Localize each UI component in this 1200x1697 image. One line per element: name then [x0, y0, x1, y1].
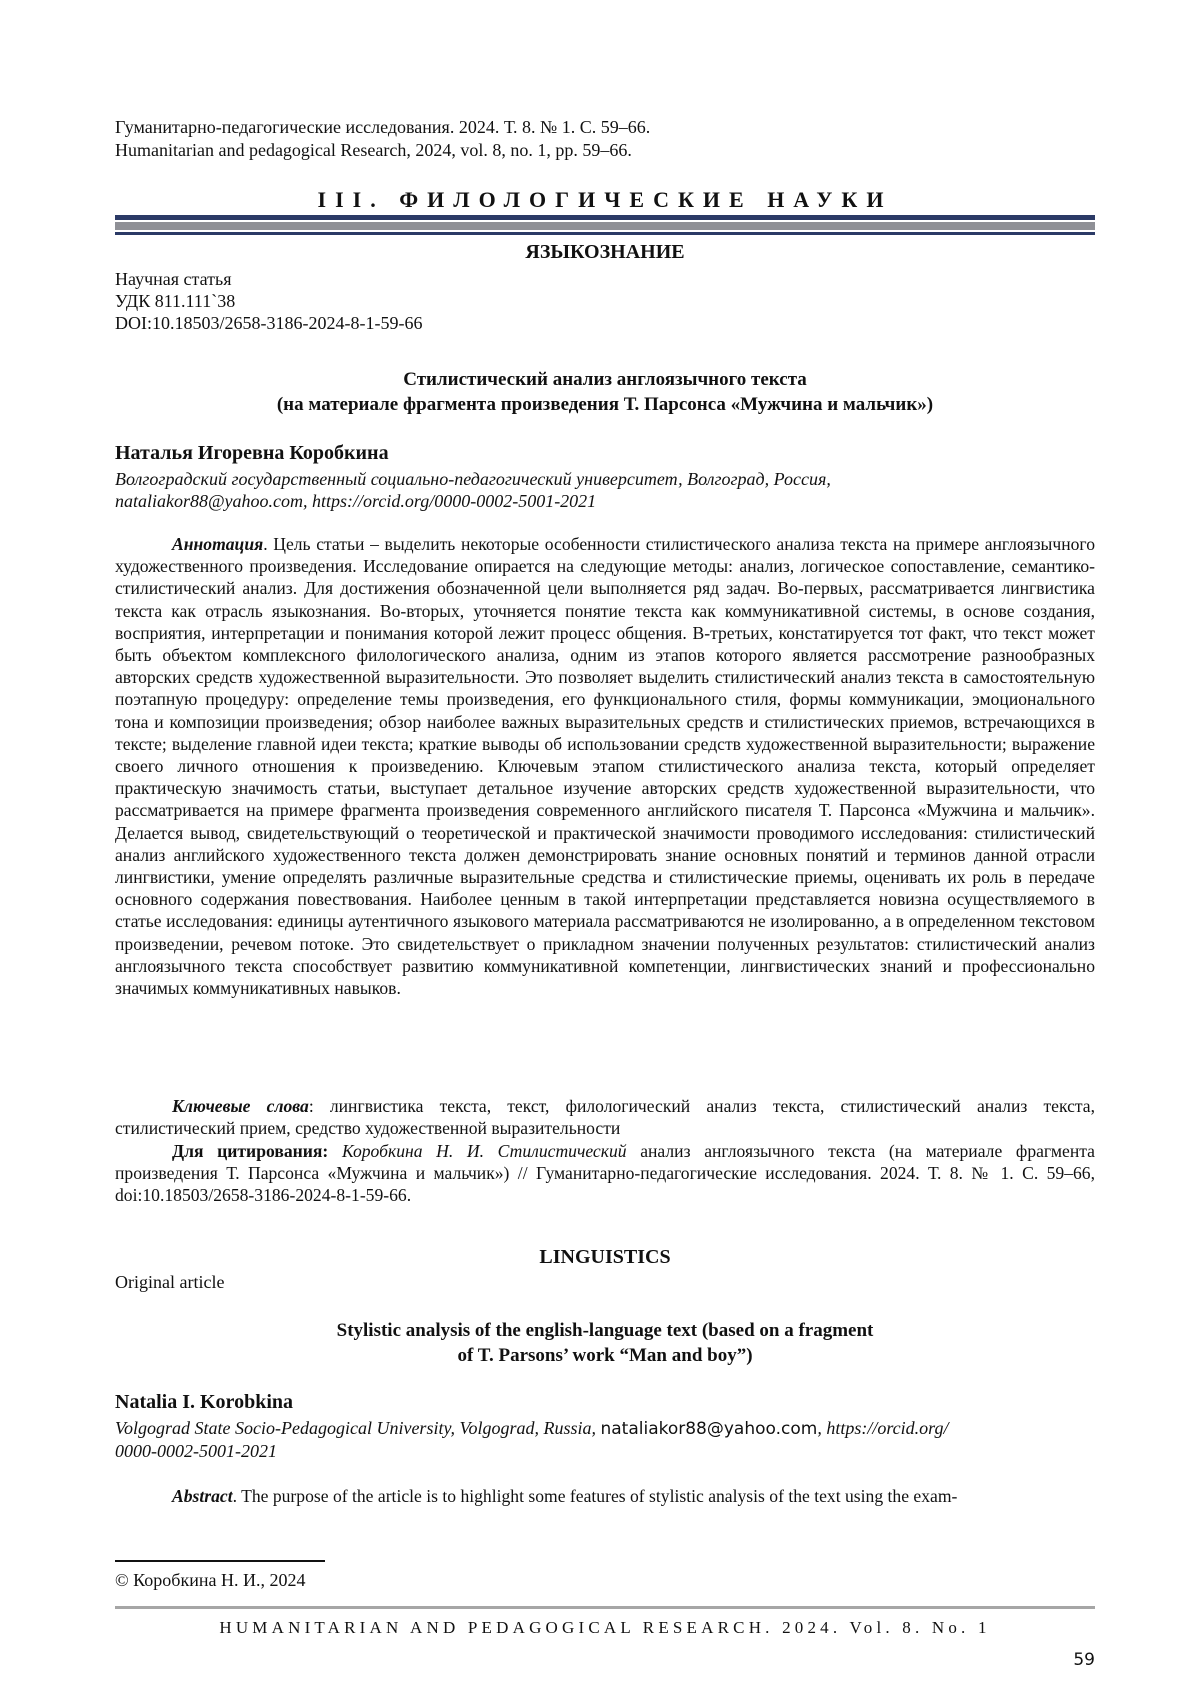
author-affiliation-ru — [115, 468, 1095, 512]
udc-code: УДК 811.111`38 — [115, 291, 236, 311]
journal-reference-ru: Гуманитарно-педагогические исследования. 2024. Т. 8. № 1. С. 59–66. — [115, 117, 651, 137]
journal-reference-en: Humanitarian and pedagogical Research, 2024, vol. 8, no. 1, pp. 59–66. — [115, 140, 632, 160]
abstract-label-en: Abstract — [172, 1486, 233, 1506]
abstract-text-ru: . Цель статьи – выделить некоторые особенности стилистического анализа текста на примере англоязычного художественного произведения. Исследование опирается на следующие методы: анализ, логическое сопоставление, семантико-стилистический анализ. Для достижения обозначенной цели выполняется ряд задач. Во-первых, рассматривается лингвистика текста как отрасль языкознания. Во-вторых, уточняется понятие текста как коммуникативной системы, в основе создания, восприятия, интерпретации и понимания которой лежит процесс общения. В-третьих, констатируется тот факт, что текст может быть объектом комплексного филологического анализа, одним из этапов которого является рассмотрение разнообразных авторских средств художественной выразительности. Это позволяет выделить стилистический анализ текста в самостоятельную поэтапную процедуру: определение темы произведения, его функционального стиля, формы коммуникации, эмоционального тона и композиции произведения; обзор наиболее важных выразительных средств и стилистических приемов, встречающихся в тексте; выделение главной идеи текста; краткие выводы об использовании средств художественной выразительности; выражение своего личного отношения к произведению. Ключевым этапом стилистического анализа текста, который определяет практическую значимость статьи, выступает детальное изучение авторских средств художественной выразительности, что рассматривается на примере фрагмента произведения современного английского писателя Т. Парсонса «Мужчина и мальчик». Делается вывод, свидетельствующий о теоретической и практической значимости проводимого исследования: стилистический анализ английского художественного текста должен демонстрировать знание основных понятий и терминов данной отрасли лингвистики, умение определять различные выразительные средства и стилистические приемы, оценивать их роль в передаче основного содержания повествования. Наиболее ценным в такой интерпретации представляется новизна осуществляемого в статье исследования: единицы аутентичного языкового материала рассматриваются не изолированно, а в определенном текстовом произведении, речевом потоке. Это свидетельствует о прикладном значении полученных результатов: стилистический анализ англоязычного текста способствует развитию коммуникативной компетенции, лингвистических знаний и профессионально значимых коммуникативных навыков. — [115, 534, 1095, 999]
section-rule-middle — [115, 222, 1095, 230]
article-meta-ru — [115, 268, 422, 334]
keywords-ru — [115, 1095, 1095, 1139]
article-title-en-line2: of T. Parsons’ work “Man and boy”) — [457, 1345, 753, 1366]
footnote-rule — [115, 1560, 325, 1562]
copyright-footnote: © Коробкина Н. И., 2024 — [115, 1570, 306, 1590]
affiliation-ru-line1: Волгоградский государственный социально-педагогический университет, Волгоград, Россия, — [115, 469, 831, 489]
citation-ru — [115, 1140, 1095, 1207]
abstract-label-ru: Аннотация — [172, 534, 264, 554]
citation-label: Для цитирования: — [172, 1141, 329, 1161]
affiliation-ru-line2: nataliakor88@yahoo.com, https://orcid.org/0000-0002-5001-2021 — [115, 491, 597, 511]
article-type-en: Original article — [115, 1272, 225, 1292]
footer-rule — [115, 1606, 1095, 1609]
abstract-text-en: . The purpose of the article is to highlight some features of stylistic analysis of the text using the exam- — [232, 1486, 958, 1506]
author-name-en: Natalia I. Korobkina — [115, 1391, 293, 1413]
keywords-label-ru: Ключевые слова — [172, 1096, 309, 1116]
author-name-ru: Наталья Игоревна Коробкина — [115, 442, 389, 464]
citation-author: Коробкина Н. И. Стилистический — [341, 1141, 627, 1161]
keywords-text-ru: : лингвистика текста, текст, филологический анализ текста, стилистический анализ текста, стилистический прием, средство художественной выразительности — [115, 1096, 1095, 1139]
article-title-ru-line1: Стилистический анализ англоязычного текста — [403, 369, 807, 390]
section-rule-top — [115, 215, 1095, 220]
subsection-title-ru: ЯЗЫКОЗНАНИЕ — [525, 241, 685, 263]
subsection-title-en: LINGUISTICS — [539, 1246, 671, 1268]
page-number: 59 — [1073, 1650, 1095, 1670]
article-title-en-line1: Stylistic analysis of the english-language text (based on a fragment — [336, 1320, 874, 1341]
doi-ru: DOI:10.18503/2658-3186-2024-8-1-59-66 — [115, 313, 423, 333]
article-title-en — [115, 1318, 1095, 1368]
section-rule-bottom — [115, 232, 1095, 235]
running-footer: HUMANITARIAN AND PEDAGOGICAL RESEARCH. 2024. Vol. 8. No. 1 — [219, 1618, 991, 1637]
affiliation-en-text: Volgograd State Socio-Pedagogical University, Volgograd, Russia, — [115, 1418, 601, 1438]
author-affiliation-en — [115, 1417, 1095, 1462]
article-title-ru-line2: (на материале фрагмента произведения Т. Парсонса «Мужчина и мальчик») — [276, 394, 934, 415]
journal-reference — [115, 116, 650, 162]
section-title: III. ФИЛОЛОГИЧЕСКИЕ НАУКИ — [317, 187, 893, 212]
abstract-ru — [115, 533, 1095, 999]
affiliation-en-line2: 0000-0002-5001-2021 — [115, 1441, 277, 1461]
author-email-en: nataliakor88@yahoo.com — [600, 1419, 818, 1439]
citation-text: анализ англоязычного текста (на материале фрагмента произведения Т. Парсонса «Мужчина и мальчик») // Гуманитарно-педагогические исследования. 2024. Т. 8. № 1. С. 59–66, doi:10.18503/2658-3186-2024-8-1-59-66. — [115, 1141, 1095, 1206]
article-title-ru — [115, 367, 1095, 417]
affiliation-en-orcid: , https://orcid.org/ — [817, 1418, 949, 1438]
article-type-ru: Научная статья — [115, 269, 232, 289]
abstract-en — [115, 1485, 1095, 1507]
